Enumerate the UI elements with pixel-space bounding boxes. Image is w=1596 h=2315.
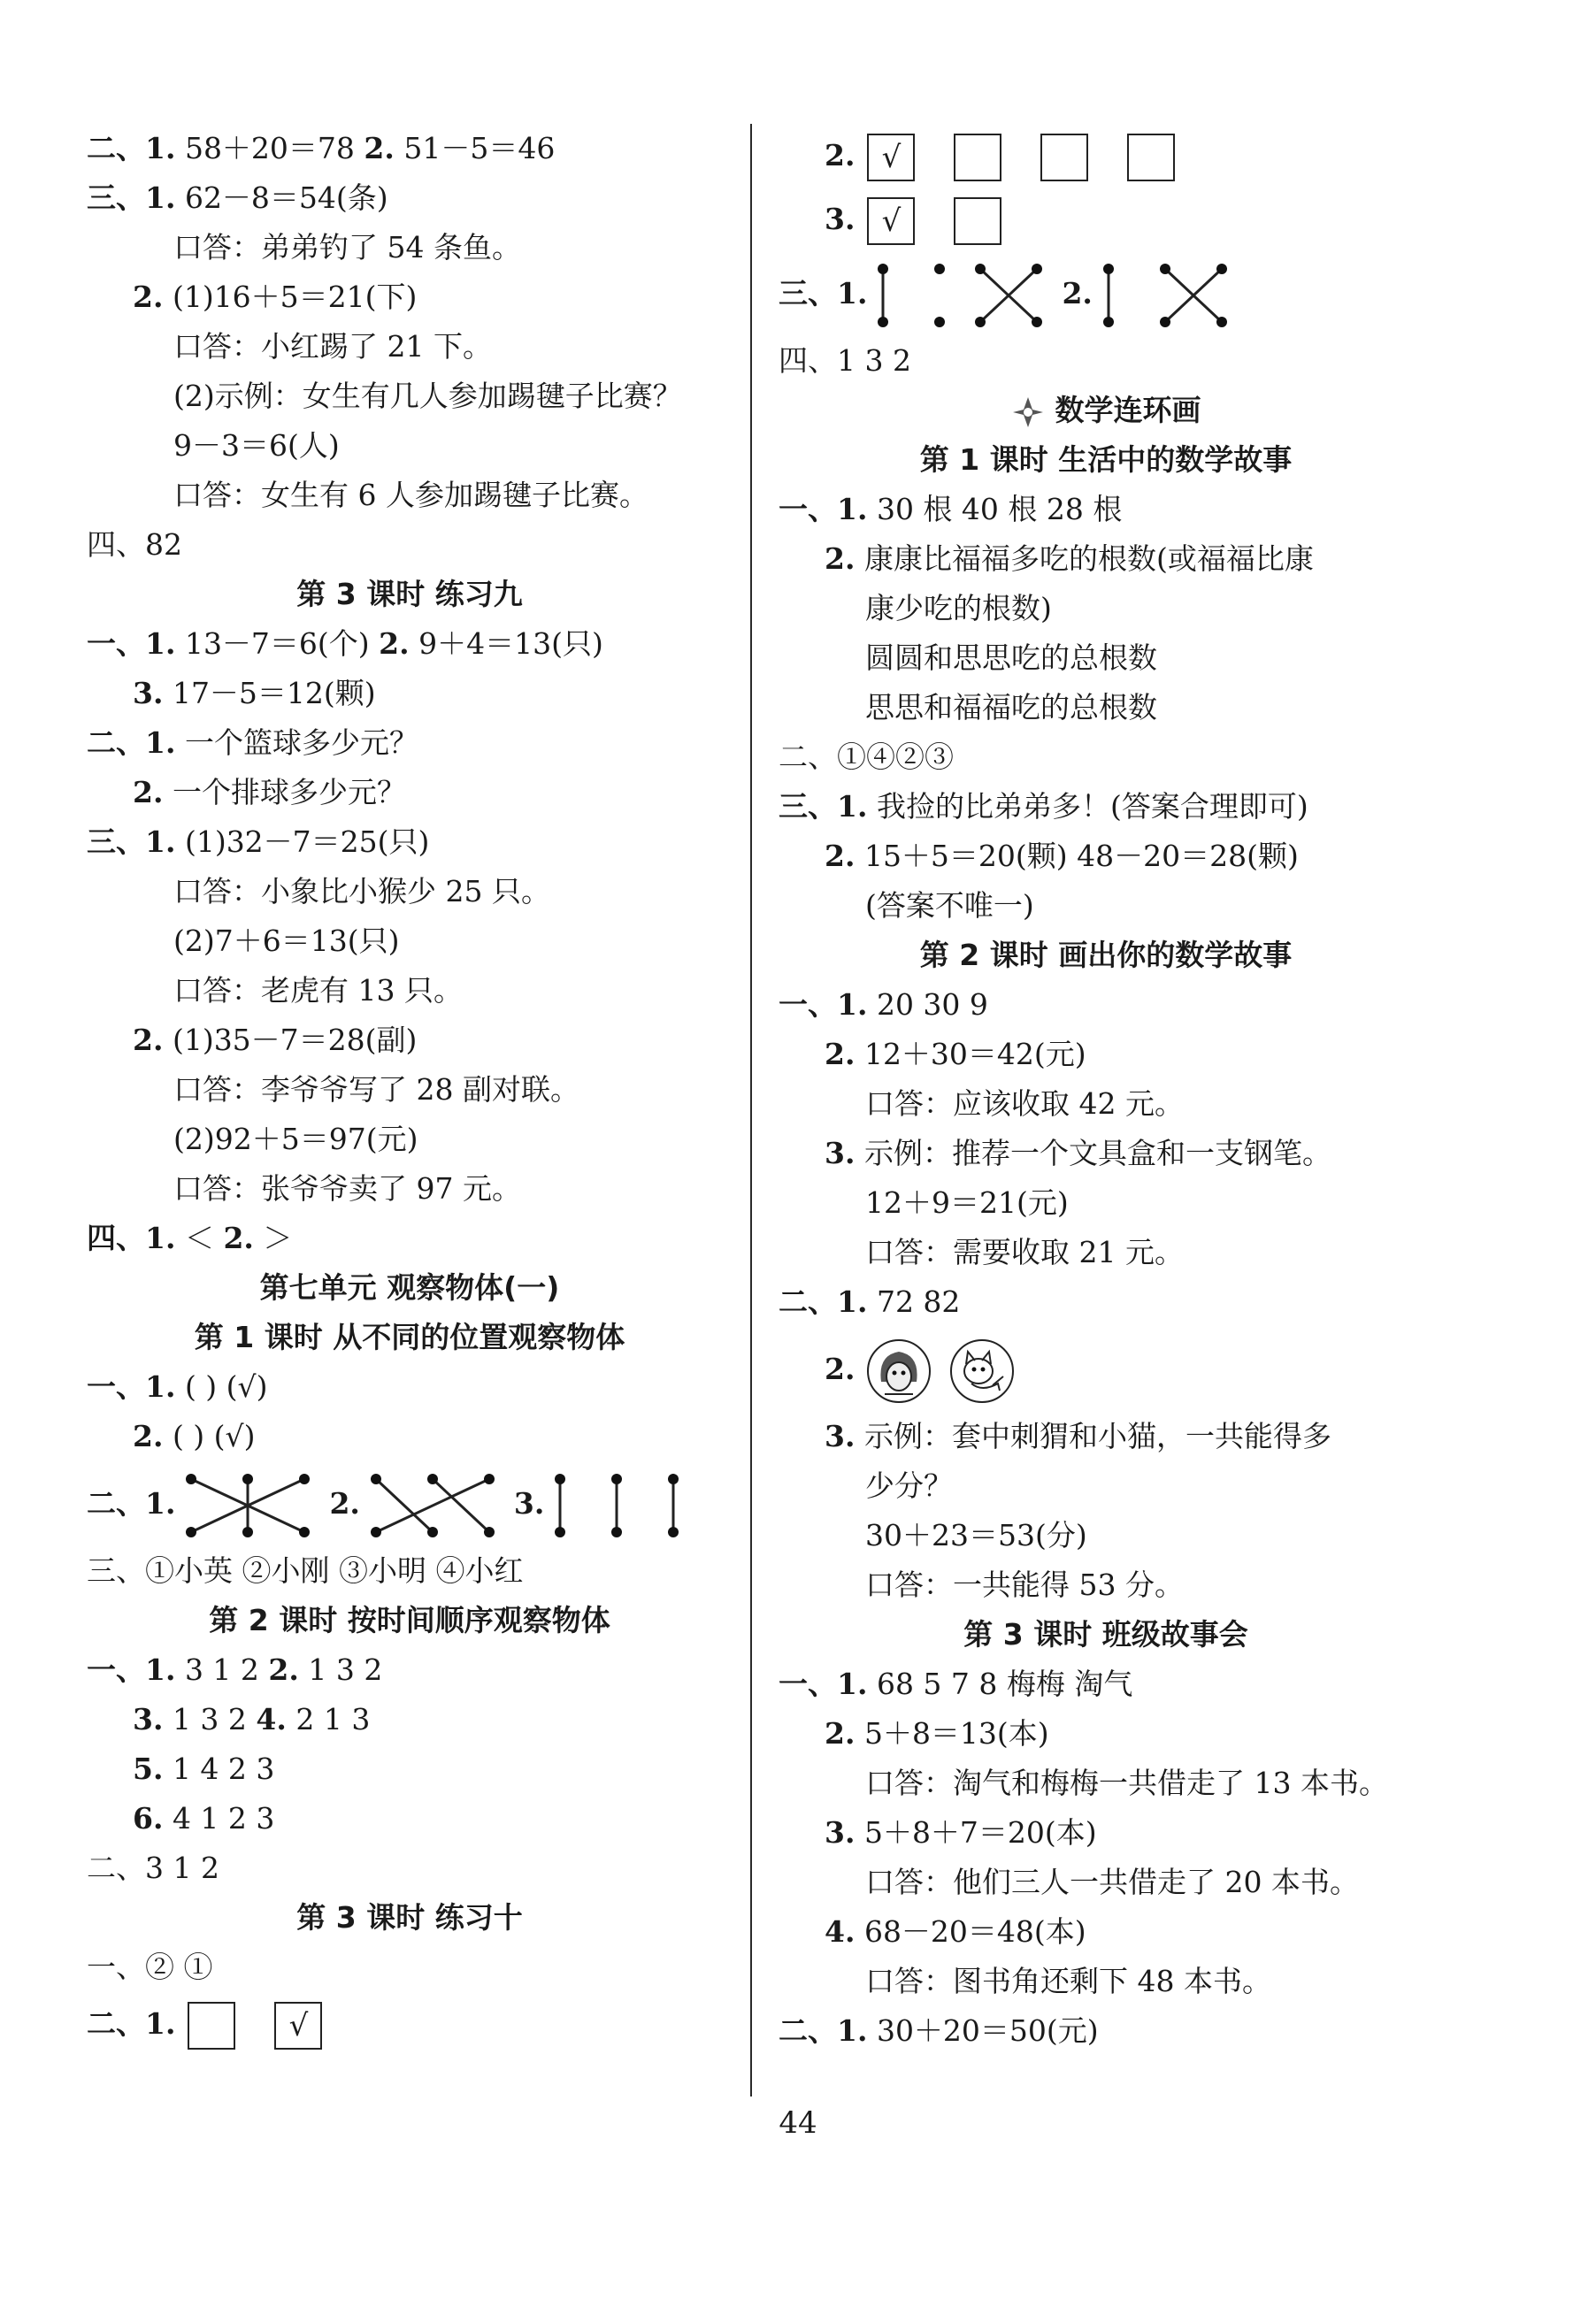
- match-dot: [299, 1474, 310, 1484]
- answer-text: 一个篮球多少元？: [175, 725, 418, 760]
- answer-text: 口答：应该收取 42 元。: [865, 1086, 1184, 1121]
- section-heading: [779, 1610, 1433, 1660]
- answer-line: [87, 1844, 733, 1893]
- match-dot: [1160, 264, 1170, 274]
- answer-line: [87, 322, 733, 372]
- match-dot: [1160, 317, 1170, 327]
- match-dot: [427, 1527, 438, 1537]
- empty-box: [188, 2002, 235, 2050]
- hedgehog-picture: [867, 1339, 931, 1403]
- item-number: 2.: [133, 280, 164, 314]
- match-dot: [1216, 264, 1227, 274]
- answer-text: 9＋4＝13(只): [409, 626, 603, 661]
- answer-line: [87, 272, 733, 322]
- page-number: 44: [779, 2105, 817, 2141]
- item-number: 2.: [825, 138, 856, 172]
- item-number: 三、1.: [779, 276, 868, 310]
- match-dot: [186, 1474, 196, 1484]
- answer-text: 3 1 2: [175, 1652, 269, 1687]
- answer-text: (2)92＋5＝97(元): [173, 1122, 418, 1156]
- match-dot: [555, 1527, 565, 1537]
- answer-text: (2)示例：女生有几人参加踢毽子比赛？: [173, 379, 682, 413]
- answer-line: [779, 124, 1433, 188]
- answer-line: [87, 1943, 733, 1992]
- item-number: 一、1.: [779, 492, 868, 526]
- match-dot: [371, 1527, 381, 1537]
- match-dot: [668, 1527, 679, 1537]
- match-dot: [242, 1474, 253, 1484]
- answer-line: [87, 718, 733, 768]
- answer-line: [87, 1992, 733, 2056]
- item-number: 4.: [256, 1702, 287, 1736]
- item-number: 2.: [825, 1352, 856, 1386]
- answer-text: 30＋23＝53(分): [865, 1518, 1087, 1552]
- answer-text: 四、1 3 2: [779, 343, 911, 378]
- answer-text: 2 1 3: [286, 1702, 371, 1736]
- answer-text: 我捡的比弟弟多！(答案合理即可): [867, 789, 1308, 824]
- answer-text: (答案不唯一): [865, 888, 1034, 923]
- heading-text: 数学连环画: [1055, 393, 1201, 427]
- answer-line: [87, 372, 733, 421]
- answer-text: 72 82: [867, 1284, 961, 1319]
- left-column: [87, 124, 733, 2056]
- answer-line: [87, 1695, 733, 1744]
- answer-line: [87, 173, 733, 223]
- answer-text: ＞: [253, 1221, 293, 1255]
- heading-text: 第 1 课时 从不同的位置观察物体: [194, 1320, 625, 1354]
- empty-box: [1127, 134, 1175, 181]
- answer-line: [87, 817, 733, 867]
- item-number: 3.: [825, 1815, 856, 1850]
- item-number: 2.: [268, 1652, 299, 1687]
- item-number: 3.: [513, 1486, 545, 1521]
- answer-text: 示例：套中刺猬和小猫，一共能得多: [855, 1419, 1331, 1453]
- answer-text: 12＋30＝42(元): [855, 1037, 1086, 1071]
- answer-line: [779, 1907, 1433, 1957]
- item-number: 三、1.: [87, 824, 176, 859]
- answer-text: 一个排球多少元？: [163, 775, 406, 809]
- checked-box: √: [867, 134, 915, 181]
- match-dot: [1103, 264, 1114, 274]
- answer-line: [87, 471, 733, 520]
- answer-text: 17－5＝12(颗): [163, 676, 376, 710]
- answer-text: 口答：张爷爷卖了 97 元。: [173, 1171, 521, 1206]
- item-number: 3.: [133, 676, 164, 710]
- item-number: 二、1.: [779, 2013, 868, 2048]
- answer-line: [779, 2006, 1433, 2056]
- section-heading: [87, 1893, 733, 1943]
- answer-line: [87, 768, 733, 817]
- answer-line: [779, 1560, 1433, 1610]
- answer-text: (2)7＋6＝13(只): [173, 924, 400, 958]
- answer-line: [779, 1079, 1433, 1129]
- item-number: 3.: [133, 1702, 164, 1736]
- item-number: 一、1.: [87, 1652, 176, 1687]
- item-number: 三、1.: [87, 180, 176, 215]
- item-number: 二、1.: [779, 1284, 868, 1319]
- answer-text: 51－5＝46: [394, 131, 556, 165]
- section-heading: [779, 435, 1433, 485]
- answer-line: [87, 966, 733, 1016]
- section-heading: [779, 386, 1433, 435]
- answer-line: [87, 619, 733, 669]
- answer-text: 口答：小红踢了 21 下。: [173, 329, 492, 364]
- answer-line: [779, 1030, 1433, 1079]
- answer-line: [779, 584, 1433, 633]
- answer-text: 圆圆和思思吃的总根数: [865, 640, 1157, 675]
- answer-line: [87, 1016, 733, 1065]
- match-dot: [1216, 317, 1227, 327]
- answer-text: 1 4 2 3: [163, 1752, 275, 1786]
- match-dot: [1103, 317, 1114, 327]
- heading-text: 第 3 课时 练习九: [296, 577, 523, 611]
- match-line: [376, 1479, 433, 1532]
- answer-line: [87, 1065, 733, 1115]
- match-line: [433, 1479, 489, 1532]
- column-divider: [750, 124, 752, 2097]
- matching-diagram-2: [367, 1470, 498, 1541]
- answer-line: [779, 1660, 1433, 1709]
- heading-text: 第 1 课时 生活中的数学故事: [919, 442, 1293, 477]
- answer-text: (1)32－7＝25(只): [175, 824, 430, 859]
- item-number: 3.: [825, 202, 856, 236]
- answer-line: [87, 669, 733, 718]
- item-number: 2.: [825, 541, 856, 576]
- answer-text: 二、①④②③: [779, 740, 954, 774]
- answer-line: [87, 1412, 733, 1461]
- answer-text: 一、② ①: [87, 1950, 213, 1984]
- match-dot: [611, 1527, 622, 1537]
- match-dot: [975, 264, 986, 274]
- item-number: 2.: [133, 775, 164, 809]
- answer-text: 口答：李爷爷写了 28 副对联。: [173, 1072, 579, 1107]
- answer-line: [779, 732, 1433, 782]
- item-number: 2.: [364, 131, 395, 165]
- match-dot: [934, 264, 945, 274]
- heading-text: 第七单元 观察物体(一): [259, 1270, 560, 1305]
- match-dot: [186, 1527, 196, 1537]
- match-dot: [427, 1474, 438, 1484]
- match-dot: [934, 317, 945, 327]
- item-number: 2.: [133, 1023, 164, 1057]
- answer-text: 30＋20＝50(元): [867, 2013, 1099, 2048]
- answer-text: 5＋8＝13(本): [855, 1716, 1049, 1751]
- section-heading: [87, 1596, 733, 1645]
- answer-line: [87, 916, 733, 966]
- compass-icon: [1011, 395, 1045, 429]
- answer-line: [87, 1794, 733, 1844]
- answer-line: [87, 223, 733, 272]
- answer-line: [779, 1178, 1433, 1228]
- answer-line: [779, 1511, 1433, 1560]
- answer-text: 口答：淘气和梅梅一共借走了 13 本书。: [865, 1766, 1388, 1800]
- section-heading: [87, 570, 733, 619]
- checked-box: √: [274, 2002, 322, 2050]
- answer-text: 1 3 2: [163, 1702, 257, 1736]
- item-number: 2.: [329, 1486, 360, 1521]
- match-line: [376, 1479, 489, 1532]
- answer-line: [87, 1546, 733, 1596]
- matching-diagram-6: [1100, 260, 1231, 331]
- answer-line: [87, 1115, 733, 1164]
- answer-line: [779, 980, 1433, 1030]
- item-number: 2.: [1062, 276, 1093, 310]
- item-number: 2.: [825, 839, 856, 873]
- answer-text: 康康比福福多吃的根数(或福福比康: [855, 541, 1314, 576]
- answer-text: ＜: [175, 1221, 224, 1255]
- answer-text: ( ) (√): [163, 1419, 256, 1453]
- answer-text: ( ) (√): [175, 1369, 268, 1404]
- match-dot: [242, 1527, 253, 1537]
- answer-line: [779, 782, 1433, 832]
- answer-text: 9－3＝6(人): [173, 428, 340, 463]
- answer-line: [779, 534, 1433, 584]
- answer-text: 68 5 7 8 梅梅 淘气: [867, 1667, 1133, 1701]
- item-number: 2.: [825, 1716, 856, 1751]
- answer-line: [779, 251, 1433, 336]
- item-number: 一、1.: [779, 1667, 868, 1701]
- match-dot: [299, 1527, 310, 1537]
- answer-text: 68－20＝48(本): [855, 1914, 1086, 1949]
- answer-text: 康少吃的根数): [865, 591, 1052, 625]
- match-dot: [484, 1474, 495, 1484]
- matching-diagram-3: [551, 1470, 682, 1541]
- answer-text: 30 根 40 根 28 根: [867, 492, 1123, 526]
- answer-text: 示例：推荐一个文具盒和一支钢笔。: [855, 1136, 1331, 1170]
- answer-text: 口答：小象比小猴少 25 只。: [173, 874, 550, 908]
- match-dot: [1032, 317, 1042, 327]
- heading-text: 第 2 课时 按时间顺序观察物体: [209, 1603, 610, 1637]
- section-heading: [87, 1313, 733, 1362]
- item-number: 4.: [825, 1914, 856, 1949]
- answer-line: [87, 1362, 733, 1412]
- answer-text: (1)35－7＝28(副): [163, 1023, 418, 1057]
- answer-text: 口答：弟弟钓了 54 条鱼。: [173, 230, 521, 264]
- answer-text: 口答：一共能得 53 分。: [865, 1568, 1184, 1602]
- item-number: 6.: [133, 1801, 164, 1836]
- item-number: 一、1.: [87, 1369, 176, 1404]
- answer-line: [779, 1327, 1433, 1412]
- answer-text: 三、①小英 ②小刚 ③小明 ④小红: [87, 1553, 524, 1588]
- item-number: 2.: [223, 1221, 254, 1255]
- answer-text: 口答：图书角还剩下 48 本书。: [865, 1964, 1271, 1998]
- item-number: 5.: [133, 1752, 164, 1786]
- heading-text: 第 2 课时 画出你的数学故事: [919, 938, 1293, 972]
- section-heading: [779, 931, 1433, 980]
- answer-line: [779, 1957, 1433, 2006]
- answer-line: [779, 188, 1433, 251]
- answer-line: [87, 1645, 733, 1695]
- answer-text: 口答：老虎有 13 只。: [173, 973, 463, 1008]
- answer-text: 4 1 2 3: [163, 1801, 275, 1836]
- match-dot: [611, 1474, 622, 1484]
- answer-line: [779, 832, 1433, 881]
- empty-box: [1040, 134, 1088, 181]
- answer-text: 1 3 2: [298, 1652, 383, 1687]
- answer-line: [87, 1461, 733, 1546]
- answer-line: [779, 485, 1433, 534]
- item-number: 2.: [133, 1419, 164, 1453]
- answer-text: 口答：他们三人一共借走了 20 本书。: [865, 1865, 1359, 1899]
- matching-diagram-4: [874, 260, 948, 331]
- answer-text: 少分？: [865, 1468, 953, 1503]
- answer-line: [779, 1412, 1433, 1461]
- item-number: 3.: [825, 1419, 856, 1453]
- matching-diagram-5: [971, 260, 1046, 331]
- checked-box: √: [867, 197, 915, 245]
- answer-line: [87, 1214, 733, 1263]
- answer-text: 5＋8＋7＝20(本): [855, 1815, 1097, 1850]
- answer-text: 思思和福福吃的总根数: [865, 690, 1157, 724]
- section-heading: [87, 1263, 733, 1313]
- answer-line: [87, 520, 733, 570]
- match-dot: [975, 317, 986, 327]
- match-dot: [878, 264, 888, 274]
- answer-text: 口答：需要收取 21 元。: [865, 1235, 1184, 1269]
- match-dot: [484, 1527, 495, 1537]
- answer-line: [779, 336, 1433, 386]
- match-dot: [668, 1474, 679, 1484]
- answer-line: [779, 633, 1433, 683]
- answer-text: 13－7＝6(个): [175, 626, 380, 661]
- item-number: 一、1.: [779, 987, 868, 1022]
- answer-text: 15＋5＝20(颗) 48－20＝28(颗): [855, 839, 1299, 873]
- match-dot: [555, 1474, 565, 1484]
- item-number: 二、1.: [87, 2006, 176, 2041]
- answer-line: [779, 1129, 1433, 1178]
- item-number: 二、1.: [87, 725, 176, 760]
- item-number: 2.: [825, 1037, 856, 1071]
- answer-text: 四、82: [87, 527, 182, 562]
- answer-line: [87, 124, 733, 173]
- answer-line: [779, 1709, 1433, 1759]
- answer-text: (1)16＋5＝21(下): [163, 280, 418, 314]
- answer-line: [779, 881, 1433, 931]
- item-number: 四、1.: [87, 1221, 176, 1255]
- item-number: 二、1.: [87, 1486, 176, 1521]
- answer-line: [779, 1461, 1433, 1511]
- answer-line: [87, 867, 733, 916]
- answer-text: 62－8＝54(条): [175, 180, 388, 215]
- heading-text: 第 3 课时 班级故事会: [963, 1617, 1248, 1652]
- item-number: 一、1.: [87, 626, 176, 661]
- cat-picture: [950, 1339, 1014, 1403]
- match-dot: [1032, 264, 1042, 274]
- heading-text: 第 3 课时 练习十: [296, 1900, 523, 1935]
- answer-text: 12＋9＝21(元): [865, 1185, 1069, 1220]
- answer-line: [779, 1228, 1433, 1277]
- item-number: 二、1.: [87, 131, 176, 165]
- matching-diagram-1: [182, 1470, 313, 1541]
- right-column: [779, 124, 1433, 2056]
- answer-line: [779, 1277, 1433, 1327]
- answer-line: [87, 1744, 733, 1794]
- empty-box: [954, 197, 1001, 245]
- answer-line: [779, 1759, 1433, 1808]
- answer-line: [779, 1858, 1433, 1907]
- answer-text: 58＋20＝78: [175, 131, 364, 165]
- item-number: 2.: [379, 626, 410, 661]
- match-dot: [371, 1474, 381, 1484]
- answer-line: [87, 421, 733, 471]
- item-number: 3.: [825, 1136, 856, 1170]
- answer-line: [87, 1164, 733, 1214]
- answer-line: [779, 683, 1433, 732]
- match-dot: [878, 317, 888, 327]
- answer-text: 口答：女生有 6 人参加踢毽子比赛。: [173, 478, 648, 512]
- item-number: 三、1.: [779, 789, 868, 824]
- answer-line: [779, 1808, 1433, 1858]
- answer-text: 20 30 9: [867, 987, 988, 1022]
- answer-text: 二、3 1 2: [87, 1851, 219, 1885]
- empty-box: [954, 134, 1001, 181]
